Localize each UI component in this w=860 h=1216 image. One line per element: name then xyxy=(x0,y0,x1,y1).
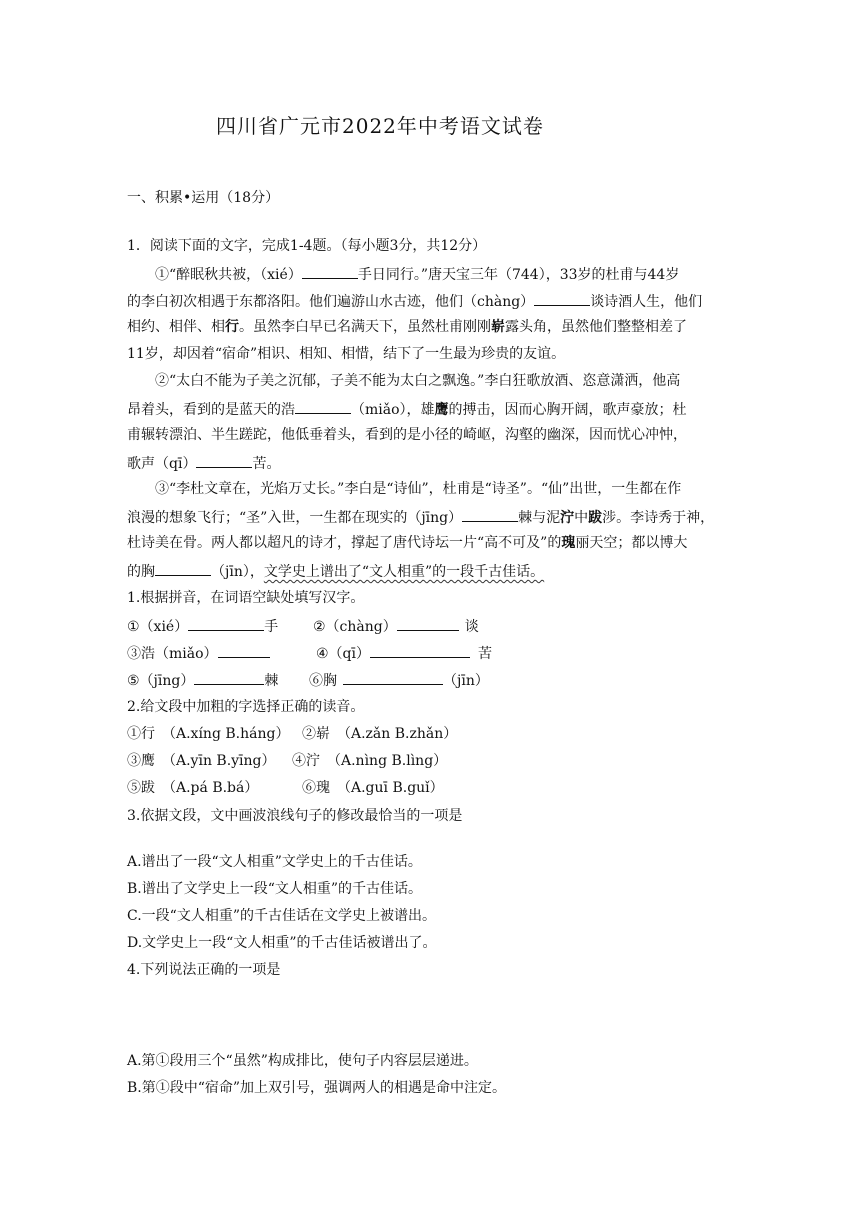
choice-row: ②崭 （A.zǎn B.zhǎn） xyxy=(302,726,458,742)
answer-label: ⑤（jīng） xyxy=(127,673,195,689)
passage-line xyxy=(127,506,714,528)
subquestion-1: 1.根据拼音，在词语空缺处填写汉字。 xyxy=(127,590,365,606)
answer-label: 苦 xyxy=(478,646,492,662)
answer-row xyxy=(127,669,278,691)
passage-text: 杜诗美在骨。两人都以超凡的诗才，撑起了唐代诗坛一片“高不可及”的 xyxy=(127,535,562,551)
passage-text: 谈诗酒人生，他们 xyxy=(590,294,703,310)
passage-line xyxy=(155,263,679,285)
option-item[interactable]: D.文学史上一段“文人相重”的千古佳话被谱出了。 xyxy=(127,935,437,951)
passage-text: 苦。 xyxy=(252,456,281,472)
passage-text: 露头角，虽然他们整整相差了 xyxy=(505,319,687,335)
answer-blank[interactable] xyxy=(370,642,470,658)
page-title: 四川省广元市2022年中考语文试卷 xyxy=(216,114,544,138)
option-item[interactable]: B.谱出了文学史上一段“文人相重”的千古佳话。 xyxy=(127,881,423,897)
passage-line xyxy=(127,290,702,312)
passage-line: 甫辗转漂泊、半生蹉跎，他低垂着头，看到的是小径的崎岖，沟壑的幽深，因而忧心冲忡， xyxy=(127,427,687,443)
passage-line: 11岁，却因着“宿命”相识、相知、相惜，结下了一生最为珍贵的友谊。 xyxy=(127,346,566,362)
subquestion-3: 3.依据文段，文中画波浪线句子的修改最恰当的一项是 xyxy=(127,808,463,824)
answer-row xyxy=(309,669,489,691)
option-item[interactable]: A.谱出了一段“文人相重”文学史上的千古佳话。 xyxy=(127,854,422,870)
passage-line xyxy=(127,533,687,553)
bold-char: 行 xyxy=(225,319,239,335)
choice-row: ⑥瑰 （A.guī B.guǐ） xyxy=(302,780,444,796)
answer-label: 手 xyxy=(264,619,279,635)
passage-text: 浪漫的想象飞行；“圣”入世，一生都在现实的（jīng） xyxy=(127,510,463,526)
answer-blank[interactable] xyxy=(194,669,264,685)
subquestion-2: 2.给文段中加粗的字选择正确的读音。 xyxy=(127,699,365,715)
bold-char: 鹰 xyxy=(434,402,449,418)
bold-char: 崭 xyxy=(491,319,505,335)
passage-text: 歌声（qī） xyxy=(127,456,197,472)
bold-char: 跋 xyxy=(588,510,603,526)
fill-blank[interactable] xyxy=(196,452,252,468)
option-item[interactable]: B.第①段中“宿命”加上双引号，强调两人的相遇是命中注定。 xyxy=(127,1080,507,1096)
answer-row xyxy=(316,642,492,664)
answer-label: ③浩（miǎo） xyxy=(127,646,218,662)
answer-label: ⑥胸 xyxy=(309,673,337,689)
fill-blank[interactable] xyxy=(295,398,351,414)
choice-row: ⑤跋 （A.pá B.bá） xyxy=(127,780,259,796)
fill-blank[interactable] xyxy=(155,560,211,576)
answer-label: ④（qī） xyxy=(316,646,370,662)
passage-text: 昂着头，看到的是蓝天的浩 xyxy=(127,402,295,418)
passage-text: 。虽然李白早已名满天下，虽然杜甫刚刚 xyxy=(239,319,491,335)
answer-row xyxy=(313,615,479,637)
fill-blank[interactable] xyxy=(462,506,518,522)
question-intro: 1．阅读下面的文字，完成1-4题。（每小题3分，共12分） xyxy=(127,238,487,254)
passage-line xyxy=(127,398,687,420)
section-heading: 一、积累•运用（18分） xyxy=(127,190,280,206)
answer-label: 谈 xyxy=(464,619,479,635)
passage-text: 的胸 xyxy=(127,564,155,580)
choice-row: ③鹰 （A.yīn B.yīng） xyxy=(127,753,276,769)
answer-row xyxy=(127,642,270,664)
passage-text: 相约、相伴、相 xyxy=(127,319,225,335)
answer-blank[interactable] xyxy=(218,642,270,658)
bold-char: 泞 xyxy=(560,510,575,526)
answer-label: ②（chàng） xyxy=(313,619,397,635)
passage-text: 涉。李诗秀于神， xyxy=(602,510,715,526)
passage-text: 棘与泥 xyxy=(518,510,561,526)
passage-text: 的李白初次相遇于东都洛阳。他们遍游山水古迹，他们（chàng） xyxy=(127,294,535,310)
choice-row: ①行 （A.xíng B.háng） xyxy=(127,726,290,742)
passage-text: 的搏击，因而心胸开阔，歌声豪放；杜 xyxy=(448,402,687,418)
passage-text: 丽天空；都以博大 xyxy=(575,535,688,551)
fill-blank[interactable] xyxy=(534,290,590,306)
passage-line: ②“太白不能为子美之沉郁，子美不能为太白之飘逸。”李白狂歌放酒、恣意潇洒，他高 xyxy=(155,373,681,389)
passage-text: ①“醉眠秋共被，（xié） xyxy=(155,267,302,283)
passage-line: ③“李杜文章在，光焰万丈长。”李白是“诗仙”，杜甫是“诗圣”。“仙”出世，一生都在作 xyxy=(155,481,682,497)
choice-row: ④泞 （A.nìng B.lìng） xyxy=(292,753,448,769)
answer-label: 棘 xyxy=(264,673,279,689)
bold-char: 瑰 xyxy=(561,535,576,551)
passage-line xyxy=(127,560,544,582)
answer-label: （jīn） xyxy=(443,673,489,689)
answer-blank[interactable] xyxy=(397,615,459,631)
answer-row xyxy=(127,615,278,637)
wavy-underlined-sentence: 文学史上谱出了“文人相重”的一段千古佳话。 xyxy=(263,564,545,580)
passage-line xyxy=(127,317,687,337)
answer-blank[interactable] xyxy=(188,615,264,631)
option-item[interactable]: A.第①段用三个“虽然”构成排比，使句子内容层层递进。 xyxy=(127,1053,478,1069)
passage-text: （jīn）， xyxy=(211,564,264,580)
answer-blank[interactable] xyxy=(343,669,443,685)
subquestion-4: 4.下列说法正确的一项是 xyxy=(127,962,281,978)
passage-text: 中 xyxy=(574,510,589,526)
passage-line xyxy=(127,452,280,474)
option-item[interactable]: C.一段“文人相重”的千古佳话在文学史上被谱出。 xyxy=(127,908,436,924)
passage-text: （miǎo），雄 xyxy=(351,402,435,418)
fill-blank[interactable] xyxy=(302,263,358,279)
passage-text: 手日同行。”唐天宝三年（744），33岁的杜甫与44岁 xyxy=(357,267,680,283)
answer-label: ①（xié） xyxy=(127,619,189,635)
